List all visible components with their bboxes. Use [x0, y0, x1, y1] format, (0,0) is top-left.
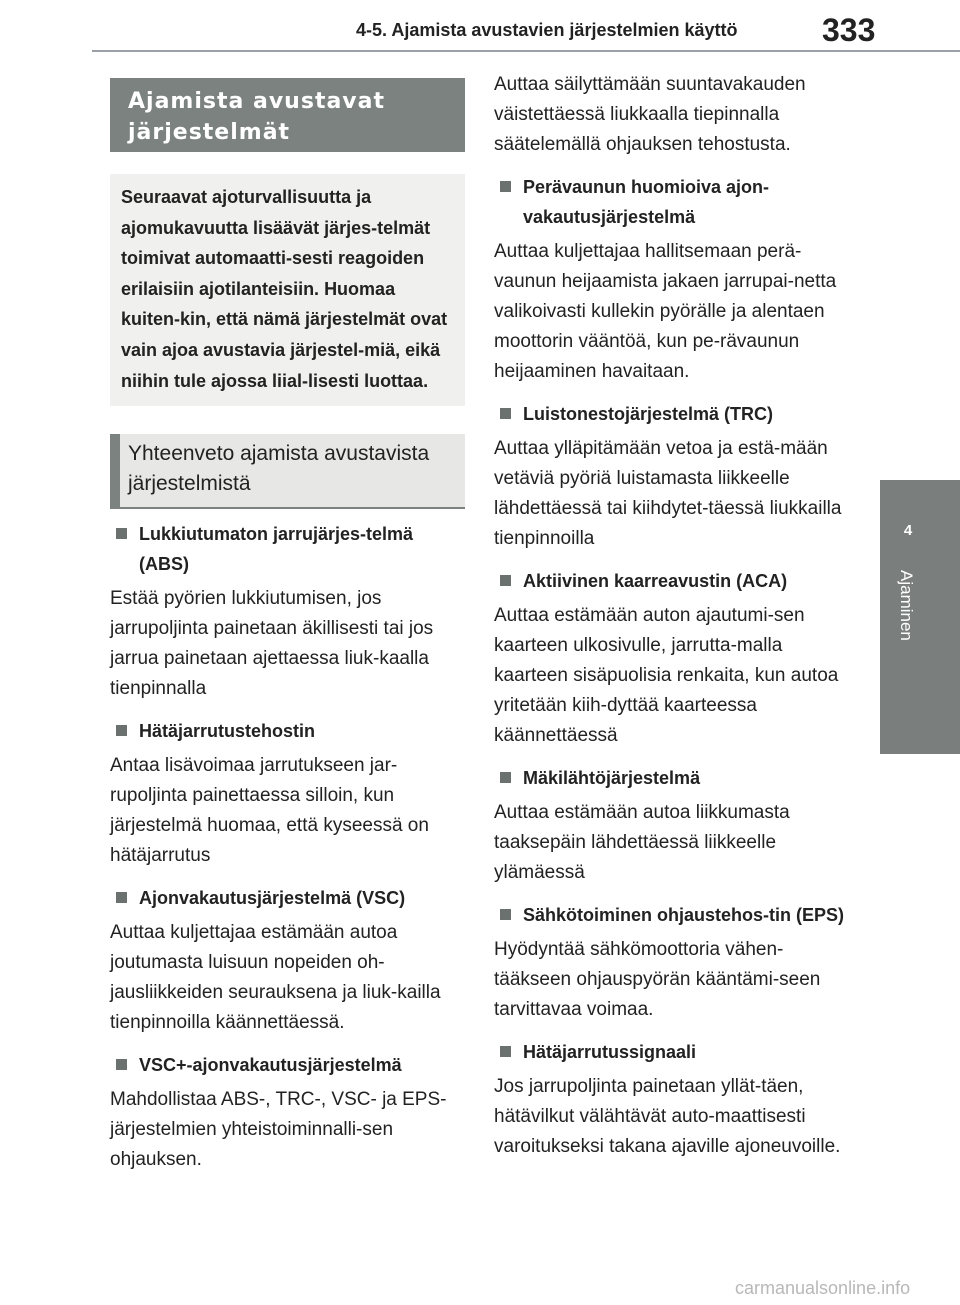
main-heading: Ajamista avustavat järjestelmät: [110, 78, 465, 152]
section-body: Hyödyntää sähkömoottoria vähen-tääkseen ohjauspyörän kääntämi-seen tarvittavaa voimaa.: [494, 939, 821, 1020]
header-rule: [92, 50, 960, 52]
square-bullet-icon: [500, 181, 511, 192]
header-title: 4-5. Ajamista avustavien järjestelmien käyttö: [356, 20, 738, 40]
section-body: Jos jarrupoljinta painetaan yllät-täen, hätävilkut välähtävät auto-maattisesti varoitukseksi takana ajaville ajoneuvoille.: [494, 1076, 841, 1157]
left-column: [110, 78, 465, 1175]
square-bullet-icon: [500, 772, 511, 783]
section-title-text: Lukkiutumaton jarrujärjes-telmä (ABS): [139, 524, 414, 575]
section-title-text: Aktiivinen kaarreavustin (ACA): [523, 571, 788, 591]
section-title: [494, 900, 854, 930]
section-title: [110, 519, 465, 579]
section-title-text: Perävaunun huomioiva ajon-vakautusjärjestelmä: [523, 177, 770, 227]
chapter-label: Ajaminen: [897, 570, 916, 641]
section-body: Auttaa estämään autoa liikkumasta taaksepäin lähdettäessä liikkeelle ylämäessä: [494, 802, 790, 883]
section-title-text: Luistonestojärjestelmä (TRC): [523, 404, 774, 424]
intro-box: Seuraavat ajoturvallisuutta ja ajomukavuutta lisäävät järjes-telmät toimivat automaatti-sesti reagoiden erilaisiin ajotilanteisiin. Huomaa kuiten-kin, että nämä järjestelmät ovat vain ajoa avustavia järjestel-miä, eikä niihin tule ajossa liial-lisesti luottaa.: [110, 174, 465, 406]
continued-body: Auttaa säilyttämään suuntavakauden väistettäessä liukkaalla tiepinnalla säätelemällä ohjauksen tehostusta.: [494, 74, 806, 155]
section-title: [494, 566, 854, 596]
summary-heading: Yhteenveto ajamista avustavista järjestelmistä: [110, 434, 465, 509]
section-title-text: Sähkötoiminen ohjaustehos-tin (EPS): [523, 905, 845, 925]
section-title: [494, 399, 854, 429]
square-bullet-icon: [500, 575, 511, 586]
section-body: Mahdollistaa ABS-, TRC-, VSC- ja EPS-järjestelmien yhteistoiminnalli-sen ohjauksen.: [110, 1089, 447, 1171]
square-bullet-icon: [500, 1046, 511, 1057]
right-column: [494, 70, 854, 1162]
watermark: carmanualsonline.info: [735, 1278, 911, 1298]
square-bullet-icon: [116, 1059, 127, 1070]
section-body: Auttaa estämään auton ajautumi-sen kaarteen ulkosivulle, jarrutta-malla kaarteen sisäpuolisia renkaita, kun autoa yritetään kiih-dyttää kaarteessa käännettäessä: [494, 605, 839, 746]
section-body: Auttaa kuljettajaa estämään autoa joutumasta luisuun nopeiden oh-jausliikkeiden seurauksena ja liuk-kailla tienpinnoilla käännettäessä.: [110, 922, 441, 1034]
section-body: Antaa lisävoimaa jarrutukseen jar-rupoljinta painettaessa silloin, kun järjestelmä huomaa, että kyseessä on hätäjarrutus: [110, 755, 429, 867]
chapter-number: 4: [903, 522, 913, 539]
section-title-text: Mäkilähtöjärjestelmä: [523, 768, 701, 788]
section-title: [110, 883, 465, 913]
page-number: 333: [822, 12, 876, 48]
square-bullet-icon: [116, 528, 127, 539]
section-title-text: Hätäjarrutustehostin: [139, 721, 316, 742]
section-title: [494, 172, 854, 232]
square-bullet-icon: [500, 408, 511, 419]
section-title: [494, 1037, 854, 1067]
section-body: Auttaa ylläpitämään vetoa ja estä-mään vetäviä pyöriä luistamasta liikkeelle lähdettäessä tai kiihdytet-täessä liukkailla tienpinnoilla: [494, 438, 842, 549]
section-title: [110, 1050, 465, 1080]
section-title-text: Hätäjarrutussignaali: [523, 1042, 697, 1062]
section-title: [110, 716, 465, 746]
section-body: Auttaa kuljettajaa hallitsemaan perä-vaunun heijaamista jakaen jarrupai-netta valikoivasti kullekin pyörälle ja alentaen moottorin vääntöä, kun pe-rävaunun heijaaminen havaitaan.: [494, 241, 837, 382]
square-bullet-icon: [500, 909, 511, 920]
square-bullet-icon: [116, 892, 127, 903]
section-body: Estää pyörien lukkiutumisen, jos jarrupoljinta painetaan äkillisesti tai jos jarrua painetaan ajettaessa liuk-kaalla tienpinnalla: [110, 588, 434, 700]
chapter-side-tab[interactable]: [880, 480, 960, 754]
section-title: [494, 763, 854, 793]
section-title-text: VSC+-ajonvakautusjärjestelmä: [139, 1055, 402, 1076]
section-title-text: Ajonvakautusjärjestelmä (VSC): [139, 888, 406, 909]
square-bullet-icon: [116, 725, 127, 736]
